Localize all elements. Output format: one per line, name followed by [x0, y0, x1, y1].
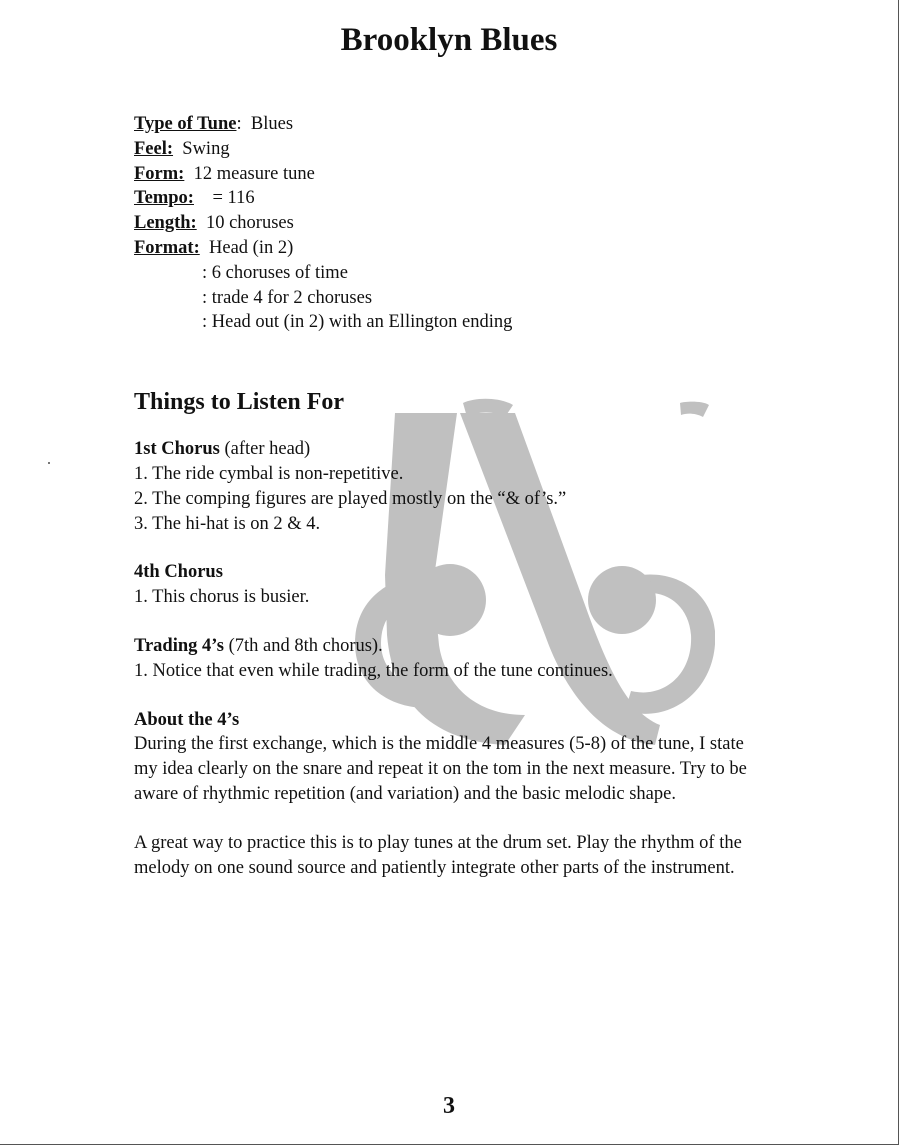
feel-label: Feel:: [134, 138, 174, 159]
about-paragraph-1: During the first exchange, which is the middle 4 measures (5-8) of the tune, I state my idea clearly on the snare and repeat it on the tom in the next measure. Try to be aware of rhythmic repetition (and variation) and the basic melodic shape.: [134, 734, 747, 804]
first-chorus-subtitle: (after head): [219, 439, 311, 460]
practice-section: [134, 831, 754, 881]
trading-subtitle: (7th and 8th chorus).: [223, 635, 383, 656]
type-of-tune-label: Type of Tune: [134, 114, 237, 134]
type-of-tune-value: Blues: [250, 114, 294, 134]
trading-title: Trading 4’s: [134, 635, 224, 656]
format-row: [134, 236, 754, 261]
page-title: Brooklyn Blues: [340, 22, 558, 58]
format-sub-item: : trade 4 for 2 choruses: [202, 287, 373, 308]
listen-heading: Things to Listen For: [134, 389, 345, 416]
format-sub-item: : Head out (in 2) with an Ellington ending: [202, 312, 513, 333]
form-value: 12 measure tune: [193, 163, 315, 184]
form-label: Form:: [134, 163, 185, 184]
type-of-tune-row: Type of Tune: Blues: [134, 114, 294, 134]
first-chorus-section: [134, 437, 754, 536]
tempo-row: [134, 186, 754, 211]
margin-mark: [48, 462, 50, 464]
about-title: About the 4’s: [134, 709, 240, 730]
trading-section: [134, 634, 754, 684]
list-item: 2. The comping figures are played mostly on the “& of’s.”: [134, 488, 567, 509]
length-value: 10 choruses: [205, 213, 294, 234]
length-row: [134, 211, 754, 236]
list-item: 1. This chorus is busier.: [134, 587, 310, 608]
length-label: Length:: [134, 213, 197, 234]
first-chorus-title: 1st Chorus: [134, 439, 220, 460]
fourth-chorus-title: 4th Chorus: [134, 562, 223, 583]
tune-info: [134, 112, 754, 335]
about-section: [134, 708, 754, 807]
about-paragraph-2: A great way to practice this is to play tunes at the drum set. Play the rhythm of the melody on one sound source and patiently integrate other parts of the instrument.: [134, 832, 742, 878]
tempo-value: = 116: [212, 188, 255, 209]
format-label: Format:: [134, 237, 200, 258]
feel-row: [134, 137, 754, 162]
format-value: Head (in 2): [209, 237, 294, 258]
list-item: 3. The hi-hat is on 2 & 4.: [134, 513, 321, 534]
list-item: 1. Notice that even while trading, the form of the tune continues.: [134, 660, 613, 681]
form-row: [134, 162, 754, 187]
list-item: 1. The ride cymbal is non-repetitive.: [134, 463, 404, 484]
page-number: 3: [443, 1093, 455, 1119]
fourth-chorus-section: [134, 560, 754, 610]
feel-value: Swing: [182, 138, 230, 159]
content: [134, 112, 754, 880]
tempo-label: Tempo:: [134, 188, 194, 209]
format-sub-item: : 6 choruses of time: [202, 262, 348, 283]
